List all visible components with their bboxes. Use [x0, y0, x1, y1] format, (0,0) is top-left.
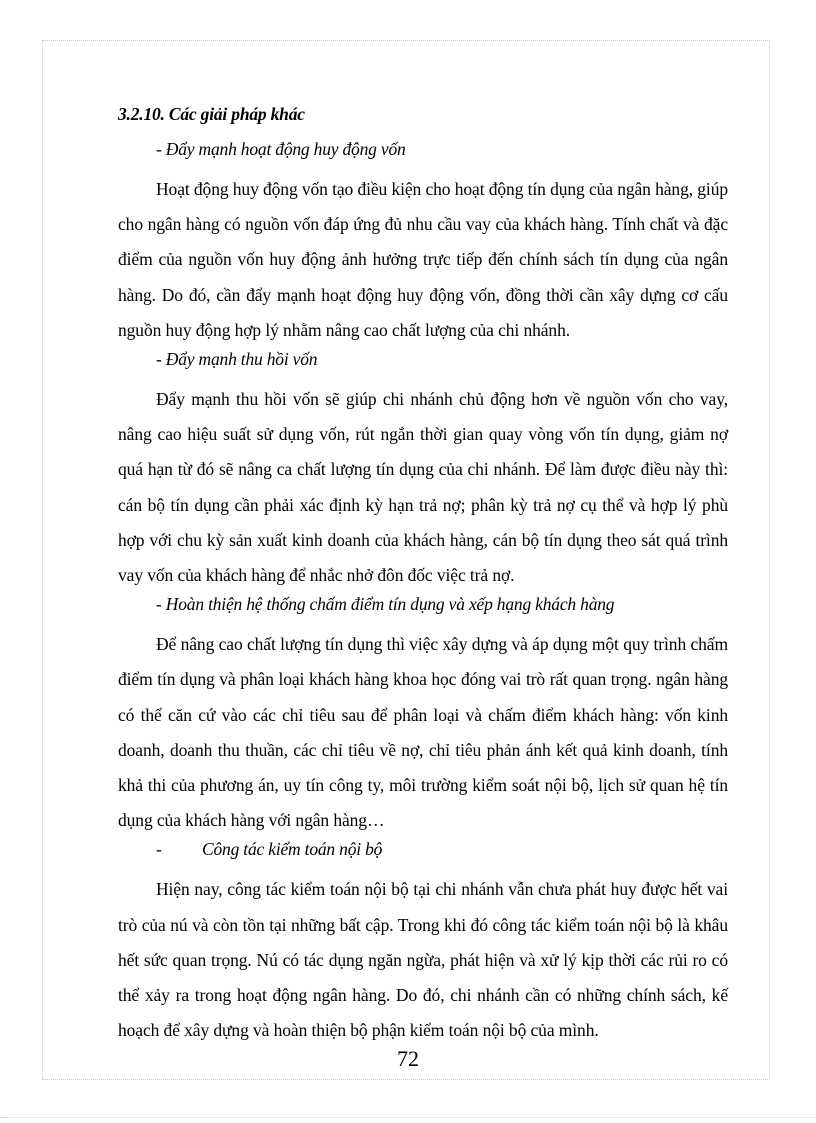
- paragraph-internal-audit: Hiện nay, công tác kiểm toán nội bộ tại chi nhánh vẫn chưa phát huy được hết vai trò của nú và còn tồn tại những bất cập. Trong khi đó công tác kiểm toán nội bộ là khâu hết sức quan trọng. Nú có tác dụng ngăn ngừa, phát hiện và xử lý kịp thời các rủi ro có thể xảy ra trong hoạt động ngân hàng. Do đó, chi nhánh cần có những chính sách, kế hoạch để xây dựng và hoàn thiện bộ phận kiểm toán nội bộ của mình.: [118, 879, 728, 1041]
- document-body: [118, 103, 728, 1048]
- subheading-internal-audit-text: Công tác kiểm toán nội bộ: [202, 839, 383, 860]
- paragraph-capital-mobilization: Hoạt động huy động vốn tạo điều kiện cho hoạt động tín dụng của ngân hàng, giúp cho ngân hàng có nguồn vốn đáp ứng đủ nhu cầu vay của khách hàng. Tính chất và đặc điểm của nguồn vốn huy động ảnh hưởng trực tiếp đến chính sách tín dụng của ngân hàng. Do đó, cần đẩy mạnh hoạt động huy động vốn, đồng thời cần xây dựng cơ cấu nguồn huy động hợp lý nhằm nâng cao chất lượng của chi nhánh.: [118, 179, 728, 340]
- paragraph-credit-scoring: Để nâng cao chất lượng tín dụng thì việc xây dựng và áp dụng một quy trình chấm điểm tín dụng và phân loại khách hàng khoa học đóng vai trò rất quan trọng. ngân hàng có thể căn cứ vào các chỉ tiêu sau để phân loại và chấm điểm khách hàng: vốn kinh doanh, doanh thu thuần, các chỉ tiêu về nợ, chỉ tiêu phản ánh kết quả kinh doanh, tính khả thi của phương án, uy tín công ty, môi trường kiểm soát nội bộ, lịch sử quan hệ tín dụng của khách hàng với ngân hàng…: [118, 634, 728, 831]
- subheading-credit-scoring: - Hoàn thiện hệ thống chấm điểm tín dụng và xếp hạng khách hàng: [156, 594, 615, 615]
- bullet-dash: -: [156, 839, 162, 860]
- page-number: 72: [397, 1046, 419, 1071]
- subheading-internal-audit: [118, 838, 728, 860]
- subheading-capital-recovery: - Đẩy mạnh thu hồi vốn: [156, 349, 318, 370]
- section-heading: 3.2.10. Các giải pháp khác: [118, 104, 305, 124]
- bottom-divider: [0, 1117, 816, 1118]
- subheading-capital-mobilization: - Đẩy mạnh hoạt động huy động vốn: [156, 139, 406, 159]
- paragraph-capital-recovery: Đẩy mạnh thu hồi vốn sẽ giúp chi nhánh chủ động hơn về nguồn vốn cho vay, nâng cao hiệu suất sử dụng vốn, rút ngắn thời gian quay vòng vốn tín dụng, giảm nợ quá hạn từ đó sẽ nâng ca chất lượng tín dụng của chi nhánh. Để làm được điều này thì: cán bộ tín dụng cần phải xác định kỳ hạn trả nợ; phân kỳ trả nợ cụ thể và hợp lý phù hợp với chu kỳ sản xuất kinh doanh của khách hàng, cán bộ tín dụng theo sát quá trình vay vốn của khách hàng để nhắc nhở đôn đốc việc trả nợ.: [118, 389, 728, 586]
